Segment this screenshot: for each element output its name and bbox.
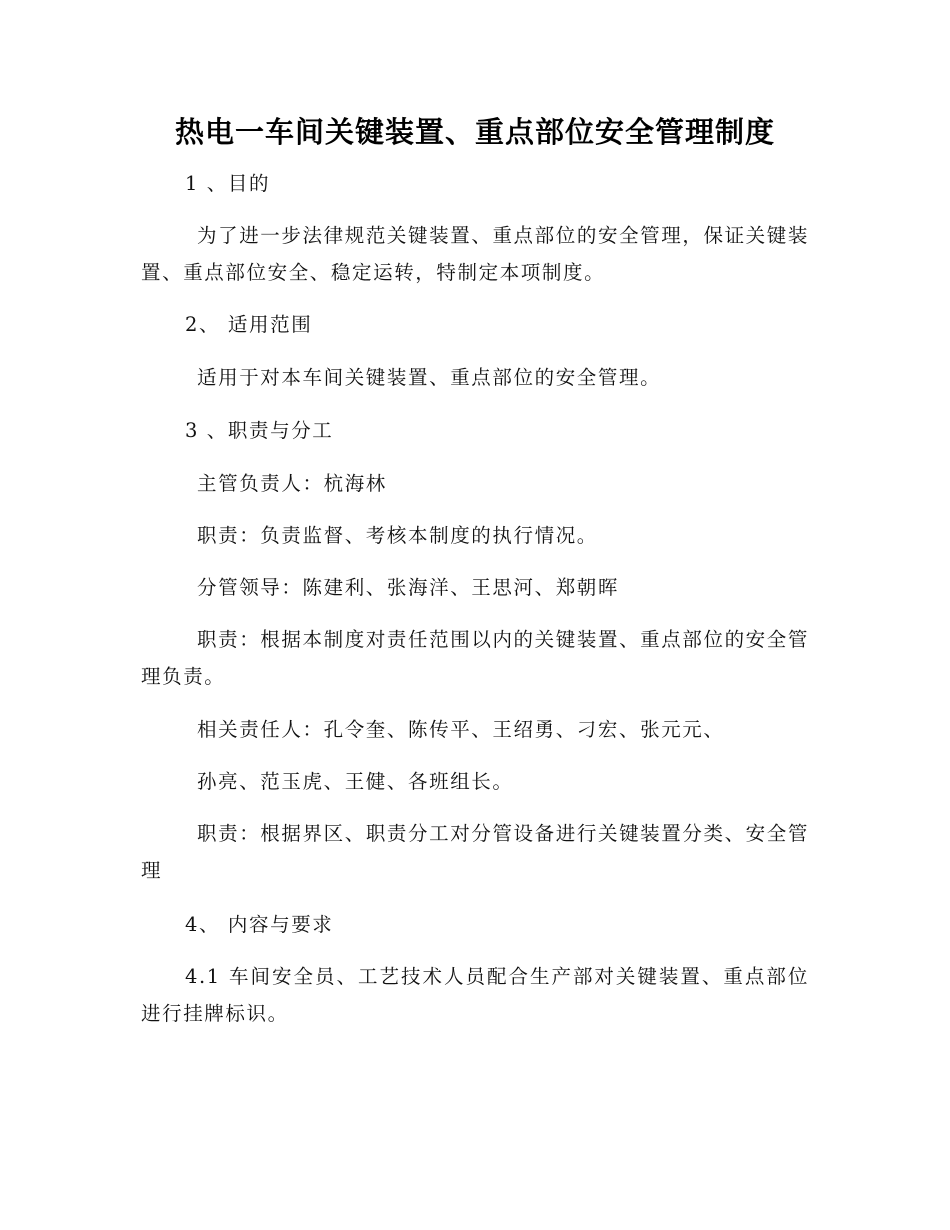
leaders-duty-paragraph: 职责：根据本制度对责任范围以内的关键装置、重点部位的安全管理负责。 bbox=[141, 628, 809, 688]
section-1-heading: 1 、目的 bbox=[185, 172, 271, 195]
section-4-1-paragraph: 4.1 车间安全员、工艺技术人员配合生产部对关键装置、重点部位进行挂牌标识。 bbox=[141, 965, 809, 1025]
section-3-heading: 3 、职责与分工 bbox=[185, 419, 334, 442]
section-2-body: 适用于对本车间关键装置、重点部位的安全管理。 bbox=[197, 366, 662, 389]
section-2-heading: 2、 适用范围 bbox=[185, 313, 313, 336]
section-1-body: 为了进一步法律规范关键装置、重点部位的安全管理，保证关键装置、重点部位安全、稳定运转，特制定本项制度。 bbox=[141, 224, 809, 284]
responsible-persons-line-1: 相关责任人：孔令奎、陈传平、王绍勇、刁宏、张元元、 bbox=[197, 718, 725, 741]
responsible-duty-paragraph: 职责：根据界区、职责分工对分管设备进行关键装置分类、安全管理 bbox=[141, 822, 809, 882]
document-title: 热电一车间关键装置、重点部位安全管理制度 bbox=[174, 115, 775, 149]
responsible-persons-line-2: 孙亮、范玉虎、王健、各班组长。 bbox=[197, 770, 514, 793]
section-4-heading: 4、 内容与要求 bbox=[185, 913, 334, 936]
supervisor-duty-line: 职责：负责监督、考核本制度的执行情况。 bbox=[197, 524, 598, 547]
supervisor-line: 主管负责人：杭海林 bbox=[197, 472, 387, 495]
leaders-line: 分管领导：陈建利、张海洋、王思河、郑朝晖 bbox=[197, 576, 620, 599]
